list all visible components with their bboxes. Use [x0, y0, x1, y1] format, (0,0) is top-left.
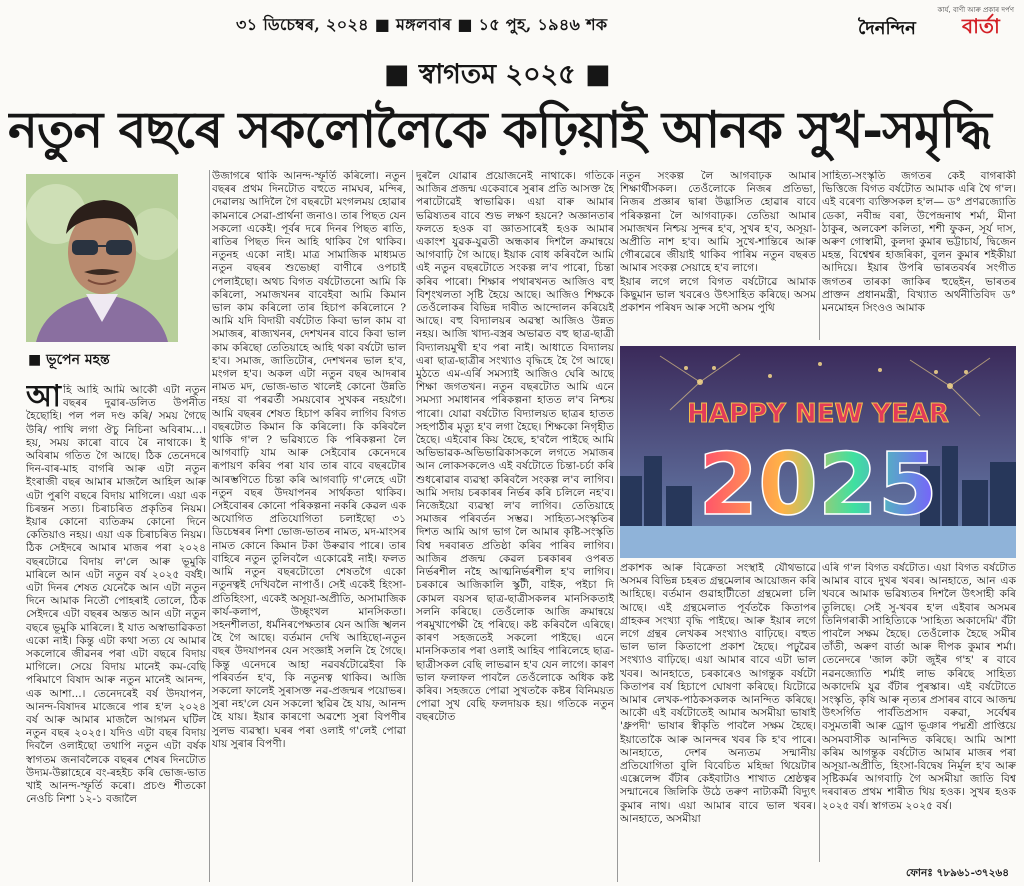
author-photo [26, 174, 178, 342]
image-text-year: 2025 [698, 435, 938, 535]
logo-tagline: কাৰ্য, বাণী আৰু প্ৰকাৰ দৰ্পণ [937, 6, 1014, 14]
dateline: ৩১ ডিচেম্বৰ, ২০২৪ ■ মঙ্গলবাৰ ■ ১৫ পুহ, ১৯৪৬ শক [236, 15, 608, 34]
logo-word-1: দৈনন্দিন [858, 18, 916, 39]
column-1-text: হি আহি আমি আকৌ এটা নতুন বছৰৰ দুৱাৰ-ডলিত উপনীত হৈছোহি। পল পল দণ্ড কৰি/ সময় গৈছে উৰি/ পাখি লগা ঔচু নিচিনা অবিৰাম...। হয়, সময় কাৰো বাবে ৰৈ নাথাকে। ই অবিৰাম গতিত গৈ আছে। ঠিক তেনেদৰে দিন-বাৰ-মাহ বাগৰি আৰু এটা নতুন ইংৰাজী বছৰ আমাৰ মাজলৈ আহিল আৰু এটা পুৰণি বছৰে বিদায় মাগিলে। এয়া এক চিৰন্তন সত্য। চিৰাচৰিত প্ৰকৃতিৰ নিয়ম। ইয়াৰ কোনো ব্যতিক্ৰম কোনো দিনে কেতিয়াও নহয়। এয়া এক চিৰাচৰিত নিয়ম। ঠিক সেইদৰে আমাৰ মাজৰ পৰা ২০২৪ বছৰটোৱে বিদায় ল'লে আৰু ভূমুকি মাৰিলে আন এটা নতুন বৰ্ষ ২০২৫ বৰ্ষই। এটা দিনৰ শেষত যেনেকৈ আন এটা নতুন দিনে আমাক নিতৌ পোহৰাই তোলে, ঠিক সেইদৰে এটা বছৰৰ অন্তত আন এটা নতুন বছৰে ভূমুকি মাৰিলে। ই যাত অস্বাভাৱিকতা একো নাই। কিন্তু এটা কথা সত্য যে আমাৰ সকলোৰে জীৱনৰ পৰা এটা বছৰে বিদায় মাগিলে। সেয়ে বিদায় মানেই কম-বেছি পৰিমাণে বিষাদ আৰু নতুন মানেই আনন্দ, এক আশা...। তেনেদৰেই বৰ্ষ উদযাপন, আনন্দ-বিষাদৰ মাজেৰে পাৰ হ'ল ২০২৪ বৰ্ষ আৰু আমাৰ মাজলৈ আগমন ঘটিল নতুন বছৰ ২০২৫। যদিও এটা বছৰ বিদায় দিবলৈ ওলাইছো তথাপি নতুন এটা বৰ্ষক স্বাগতম জনাবলৈকে বছৰৰ শেষৰ দিনটোত উদ্যম-উল্লাহেৰে বং-ৰহইচ কৰি ভোজ-ভাত খাই আনন্দ-স্ফূৰ্তি কৰো। প্ৰচণ্ড শীতকো নেওচি নিশা ১২-১ বজালৈ [26, 384, 206, 806]
new-year-illustration [620, 346, 1016, 558]
column-divider [209, 170, 210, 882]
article-column-3: দুৰলৈ যোৱাৰ প্ৰয়োজনেই নাথাকে। গতিকে আজিৰ প্ৰজন্ম একেবাৰে সুৰাৰ প্ৰতি আসক্ত হৈ পৰাটোৱেই স্বাভাৱিক। এয়া বাৰু আমাৰ ভৱিষ্যতৰ বাবে শুভ লক্ষণ হয়নে? অজ্ঞানতাৰ ফলতে হওক বা জ্ঞাতসাৰেই হওক আমাৰ একাংশ যুৱক-যুৱতী অন্ধকাৰ দিশলৈ ক্ৰমান্বয়ে আগবাঢ়ি গৈ আছে। ইয়াক বোধ কৰিবলৈ আমি এই নতুন বছৰটোতে সংকল্প ল'ব পাৰো, চিন্তা কৰিব পাৰো। শিক্ষাৰ পথাৰখনত আজিও বহু বিশৃংখলতা সৃষ্টি হৈয়ে আছে। আজিও শিক্ষকে তেওঁলোকৰ বিভিন্ন দাবীত আন্দোলন কৰিয়েই আছে। বহু বিদ্যালয়ৰ অৱস্থা আজিও উন্নত নহয়। আজি খাদ্য-বস্ত্ৰৰ অভাৱত বহু ছাত্ৰ-ছাত্ৰী বিদ্যালয়মুখী হ'ব পৰা নাই। আধাতে বিদ্যালয় এৰা ছাত্ৰ-ছাত্ৰীৰ সংখ্যাও বৃদ্ধিহে হৈ গৈ আছে। মুঠতে এম-এৰ্ৰি সমস্যাই আজিও ঘেৰি আছে শিক্ষা জগতখন। নতুন বছৰটোত আমি এনে সমস্যা সমাধানৰ পৰিকল্পনা হাতত ল'ব নিশ্চয় পাৰো। যোৱা বৰ্ষটোত বিদ্যালয়ত ছাত্ৰৰ হাতত সহপাঠীৰ মৃত্যু হ'ব লগা হৈছে। শিক্ষকো নিগৃহীত হৈছে। এইবোৰ কিয় হৈছে, হ'বলৈ পাইছে আমি অভিভাৱক-অভিভাৱিকাসকলে লগতে সমাজৰ আন লোকসকলেও এই বৰ্ষটোতে চিন্তা-চৰ্চা কৰি শুধৰোৱাৰ ব্যৱস্থা কৰিবলৈ সংকল্প ল'ব লাগিব। আমি সদায় চৰকাৰৰ নিৰ্ভৰ কৰি চলিলে নহ'ব। নিজেইয়ো ব্যৱস্থা ল'ব লাগিব। তেতিয়াহে সমাজৰ পৰিবৰ্তন সম্ভৱ। সাহিত্য-সংস্কৃতিৰ দিশত আমি আগ ভাগ লৈ আমাৰ কৃষ্টি-সংস্কৃতি বিশ্ব দৰবাৰত প্ৰতিষ্ঠা কৰিব পাৰিব লাগিব। আজিৰ প্ৰজন্ম কেৱল চৰকাৰৰ ওপৰত নিৰ্ভৰশীল নহৈ আত্মনিৰ্ভৰশীল হ'ব লাগিব। চৰকাৰে আজিকালি স্কুটী, বাইক, পইচা দি কোমল বয়সৰ ছাত্ৰ-ছাত্ৰীসকলৰ মানসিকতাই সলনি কৰিছে। তেওঁলোক আজি ক্ৰমান্বয়ে পৰমুখাপেক্ষী হৈ পৰিছে। কষ্ট কৰিবলৈ এৰিছে। কাৰণ সহজতেই সকলো পাইছে। এনে মানসিকতাৰ পৰা ওলাই আহিব পাৰিলেহে ছাত্ৰ-ছাত্ৰীসকল বেছি লাভৱান হ'ব যেন লাগে। কাৰণ ভাল ফলাফল পাবলৈ তেওঁলোকে অধিক কষ্ট কৰিব। সহজতে পোৱা সুখতকৈ কষ্টৰ বিনিময়ত পোৱা সুখ বেছি ফলদায়ক হয়। গতিকে নতুন বছৰটোত [416, 170, 614, 724]
column-divider [617, 170, 618, 882]
byline: ■ ভূপেন মহন্ত [28, 352, 110, 368]
happy-new-year-image [620, 346, 1016, 558]
article-column-1 [26, 384, 206, 880]
headline: নতুন বছৰে সকলোলৈকে কঢ়িয়াই আনক সুখ-সমৃদ্ধি [8, 100, 991, 159]
article-column-2: উজাগৰে থাকি আনন্দ-স্ফূৰ্তি কৰিলো। নতুন বছৰৰ প্ৰথম দিনটোত বহুতে নামঘৰ, মন্দিৰ, দেৱালয় আদিলৈ গৈ বছৰটো মংগলময় হোৱাৰ কামনাৰে সেৱা-প্ৰাৰ্থনা জনাও। তাৰ পিছত যেন সকলো একেই। পূৰ্বৰ দৰে দিনৰ পিছত ৰাতি, ৰাতিৰ পিছত দিন আহি থাকিব গৈ থাকিব। নতুনহ একো নাই। মাত্ৰ সামাজিক মাধ্যমত নতুন বছৰৰ শুভেচ্ছা বাণীৰে ওপচাই পেলাইছো। অথচ বিগত বৰ্ষটোতনো আমি কি কৰিলো, সমাজখনৰ বাবেইবা আমি কিমান ভাল কাম কৰিলো তাৰ হিচাপ কৰিলোনে ? আমি যদি বিদায়ী বৰ্ষটোত কিবা ভাল কাম বা সমাজৰ, ৰাজ্যখনৰ, দেশখনৰ বাবে কিবা ভাল কাম কৰিছো তেতিয়াহে আহি থকা বৰ্ষটো ভাল হ'ব। সমাজ, জাতিটোৰ, দেশখনৰ ভাল হ'ব, মংগল হ'ব। অকল এটা নতুন বছৰ আদৰাৰ নামত মদ, ভোজ-ভাত খালেই কোনো উন্নতি নহয় বা পৰৱৰ্তী সময়বোৰ সুখকৰ নহয়গৈ। আমি বছৰৰ শেষত হিচাপ কৰিব লাগিব বিগত বছৰটোত কিমান কি কৰিলো। কি কৰিবলৈ থাকি গ'ল ? ভৱিষ্যতে কি পৰিকল্পনা লৈ আগবাঢ়ি যাম আৰু সেইবোৰ কেনেদৰে ৰূপায়ণ কৰিব পৰা যাব তাৰ বাবে বছৰটোৰ আৰম্ভণিতে চিন্তা কৰি আগবাঢ়ি গ'লেহে এটা নতুন বছৰ উদযাপনৰ সাৰ্থকতা থাকিব। সেইবোৰৰ কোনো পৰিকল্পনা নকৰি কেৱল এক অযোগিত প্ৰতিযোগিতা চলাইছো ৩১ ডিচেম্বৰৰ নিশা ভোজ-ভাতৰ নামত, মদ-মাংসৰ নামত কোনে কিমান টকা উৰুৱাব পাৰে। তাৰ বাহিৰে নতুন তুলিবলৈ একোৱেই নাই। ফলত আমি নতুন বছৰটোতো শেষতগৈ একো নতুনত্বই দেখিবলৈ নাপাওঁ। সেই একেই হিংসা-প্ৰতিহিংসা, একেই অসূয়া-অপ্ৰীতি, অসামাজিক কাৰ্য-কলাপ, উচ্ছৃংখল মানসিকতা। সহনশীলতা, ধৰ্মনিৰপেক্ষতাৰ যেন আজি স্খলন হৈ গৈ আছে। বৰ্তমান দেখি আহিছো-নতুন বছৰ উদযাপনৰ যেন সংজ্ঞাই সলনি হৈ গৈছে। কিন্তু এনেদৰে আহা নৱবৰ্ষটোৱেইবা কি পৰিবৰ্তন হ'ব, কি নতুনত্ব থাকিব। আজি সকলো ফালেই সুৰাসক্ত নৱ-প্ৰজন্মৰ পয়োভৰ। সুৰা নহ'লে যেন সকলো স্থৱিৰ হৈ যায়, আনন্দ হৈ যায়। ইয়াৰ কাৰণো অৱশ্যে সুৰা বিপণীৰ সুলভ ব্যৱস্থা। ঘৰৰ পৰা ওলাই গ'লেই পোৱা যায় সুৰাৰ বিপণী। [212, 170, 406, 750]
author-photo-illustration [26, 174, 178, 342]
image-text-happy-new-year: HAPPY NEW YEAR [687, 399, 949, 429]
article-column-5: সাহিত্য-সংস্কৃতি জগতৰ কেই বাগৰাকী ভিত্তিজে বিগত বৰ্ষটোত আমাক এৰি থৈ গ'ল। এই বৰেণ্য ব্যক্তিসকল হ'ল— ড° প্ৰণৱজ্যোতি ডেকা, নবীন্দ্ৰ বৰা, উপেন্দ্ৰনাথ শৰ্মা, মীনা ঠাকুৰ, অলকেশ কলিতা, শশী ফুকন, সূৰ্য দাস, অৰুণ গোস্বামী, কুলদা কুমাৰ ভট্টাচাৰ্য, দ্বিজেন মহন্ত, বিশ্বেশ্বৰ হাজৰিকা, বুলন কুমাৰ শইকীয়া আদিয়ে। ইয়াৰ উপৰি ভাৰতবৰ্ষৰ সংগীত জগতৰ তাৰকা জাকিৰ হুছেইন, ভাৰতৰ প্ৰাক্তন প্ৰধানমন্ত্ৰী, বিখ্যাত অৰ্থনীতিবিদ ড° মনমোহন সিংওও আমাক [822, 170, 1016, 315]
article-column-5-lower: এৰি গ'ল বিগত বৰ্ষটোত। এয়া বিগত বৰ্ষটোত আমাৰ বাবে দুখৰ খবৰ। আনহাতে, আন এক খবৰে আমাক ভৱিষ্যতৰ দিশলৈ উৎসাহী কৰি তুলিছে। সেই সু-খবৰ হ'ল এইবাৰ অসমৰ তিনিগৰাকী সাহিত্যিকে 'সাহিত্য অকাদেমি' বঁটা পাবলৈ সক্ষম হৈছে। তেওঁলোক হৈছে সমীৰ তাঁতী, অৰুণ বাৰ্তা আৰু দীপক কুমাৰ শৰ্মা। তেনেদৰে 'জাল কটা জুইৰ গ'হ' ৰ বাবে নৱনজ্যোতি শৰ্মাই লাভ কৰিছে সাহিত্য অকাদেমি যুৱ বঁটাৰ পুৰস্কাৰ। এই বৰ্ষটোতে সংস্কৃতি, কৃষি আৰু নৃত্যৰ প্ৰসাৰৰ বাবে আজন্ম উৎসৰ্গিত পাৰ্বতিপ্ৰসাদ বৰুৱা, সৰ্বেশ্বৰ বসুমতাৰী আৰু ড্ৰোণ ভূঞাৰ পদ্মশ্ৰী প্ৰাপ্তিয়ে অসমবাসীক আনন্দিত কৰিছে। আমি আশা কৰিম আগন্তুক বৰ্ষটোত আমাৰ মাজৰ পৰা অসূয়া-অপ্ৰীতি, হিংসা-বিদ্বেষ নিৰ্মূল হ'ব আৰু সৃষ্টিকৰ্মৰ আগবাঢ়ি গৈ অসমীয়া জাতি বিশ্ব দৰবাৰত প্ৰথম শাৰীত থিয় হওক। সুখৰ হওক ২০২৫ বৰ্ষ। স্বাগতম ২০২৫ বৰ্ষ। [822, 562, 1016, 812]
contact-phone: ফোনঃ ৭৮৯৬১-৩৭২৬৪ [906, 867, 1010, 879]
drop-cap: আ [26, 384, 61, 414]
column-divider [412, 170, 413, 882]
column-divider [819, 562, 820, 862]
kicker: ■ স্বাগতম ২০২৫ ■ [384, 59, 611, 90]
newspaper-logo [852, 6, 1018, 40]
article-column-4: নতুন সংকল্প লৈ আগবাঢ়ক আমাৰ শিক্ষাৰ্থীসকল। তেওঁলোকে নিজৰ প্ৰতিভা, নিজৰ প্ৰজ্ঞাৰ দ্বাৰা উদ্ভাসিত হোৱাৰ বাবে পৰিকল্পনা লৈ আগবাঢ়ক। তেতিয়া আমাৰ সমাজখন নিশ্চয় সুন্দৰ হ'ব, সুখৰ হ'ব, অসূয়া-অপ্ৰীতি নাশ হ'ব। আমি সুখে-শান্তিৰে আৰু গৌৰৱেৰে জীয়াই থাকিব পাৰিম নতুন বছৰত আমাৰ সংকল্প সেয়াহে হ'ব লাগে। ইয়াৰ লগে লগে বিগত বৰ্ষটোৱে আমাক কিছুমান ভাল খবৰেও উৎসাহিত কৰিছে। অসম প্ৰকাশন পৰিষদ আৰু সদৌ অসম পুথি [620, 170, 816, 315]
masthead-bar [0, 0, 1024, 44]
article-column-4-lower: প্ৰকাশক আৰু বিক্ৰেতা সংস্থাই যৌথভাৱে অসমৰ বিভিন্ন চহৰত গ্ৰন্থমেলাৰ আয়োজন কৰি আহিছে। বৰ্তমান গুৱাহাটীতো গ্ৰন্থমেলা চলি আছে। এই গ্ৰন্থমেলাত পূৰ্বতকৈ কিতাপৰ গ্ৰাহকৰ সংখ্যা বৃদ্ধি পাইছে। আৰু ইয়াৰ লগে লগে গ্ৰন্থৰ লেখকৰ সংখ্যাও বাঢ়িছে। বহুত ভাল ভাল কিতাপো প্ৰকাশ হৈছে। পঢ়ুৱৈৰ সংখ্যাও বাঢ়িছে। এয়া আমাৰ বাবে এটা ভাল খবৰ। আনহাতে, চৰকাৰেও আগন্তুক বৰ্ষটো কিতাপৰ বৰ্ষ হিচাপে ঘোষণা কৰিছে। যিটোৱে আমাৰ লেখক-পাঠকসকলক আনন্দিত কৰিছে। আকৌ এই বৰ্ষটোতেই আমাৰ অসমীয়া ভাষাই 'ধ্ৰুপদী' ভাষাৰ স্বীকৃতি পাবলৈ সক্ষম হৈছে। ইয়াতোকৈ আৰু আনন্দৰ খবৰ কি হ'ব পাৰে। আনহাতে, দেশৰ অন্যতম সন্মানীয় প্ৰতিযোগিতা বুলি বিবেচিত মহিন্দ্ৰা থিয়েটাৰ এক্সেলেন্স বঁটাৰ কেইবাটাও শাখাত শ্ৰেষ্ঠত্বৰ সন্মানেৰে জিলিকি উঠে তৰুণ নাট্যকৰ্মী বিদ্যুৎ কুমাৰ নাথ। এয়া আমাৰ বাবে ভাল খবৰ। আনহাতে, অসমীয়া [620, 562, 816, 825]
logo-word-2: বাৰ্তা [962, 14, 1000, 38]
column-divider [819, 170, 820, 340]
